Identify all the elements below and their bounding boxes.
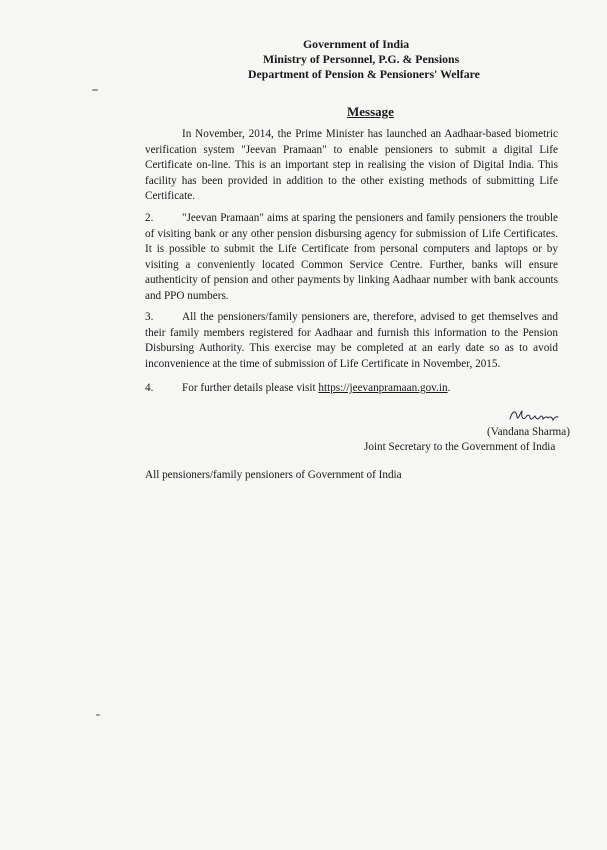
jeevan-pramaan-link[interactable]: https://jeevanpramaan.gov.in [318, 382, 448, 394]
paragraph-3 [145, 310, 558, 372]
paragraph-4 [145, 382, 450, 394]
paragraph-4-end: . [447, 382, 451, 394]
handwritten-signature [508, 405, 560, 427]
paragraph-3-number: 3. [145, 311, 154, 323]
paragraph-1-text: In November, 2014, the Prime Minister has launched an Aadhaar-based biometric verification system "Jeevan Pramaan" to enable pensioners to submit a digital Life Certificate on-line. This is an important step in realising the vision of Digital India. This facility has been provided in addition to the other existing methods of submitting Life Certificate. [145, 128, 558, 203]
scan-speck [96, 714, 100, 716]
paragraph-4-number: 4. [145, 382, 154, 394]
message-title: Message [347, 104, 394, 119]
header-government: Government of India [303, 37, 410, 51]
paragraph-3-text: All the pensioners/family pensioners are, therefore, advised to get themselves and their family members registered for Aadhaar and furnish this information to the Pension Disbursing Authority. This exercise may be completed at an early date so as to avoid inconvenience at the time of submission of Life Certificate in November, 2015. [145, 311, 558, 370]
paragraph-4-text: For further details please visit [182, 382, 319, 394]
scan-speck [92, 89, 98, 91]
paragraph-2 [145, 211, 558, 305]
paragraph-2-number: 2. [145, 212, 154, 224]
paragraph-2-text: "Jeevan Pramaan" aims at sparing the pensioners and family pensioners the trouble of visiting bank or any other pension disbursing agency for submission of Life Certificates. It is possible to submit the Life Certificate from personal computers and laptops or by visiting a conveniently located Common Service Centre. Further, banks will ensure authenticity of pension and other payments by linking Aadhaar number with bank accounts and PPO numbers. [145, 212, 558, 302]
addressee: All pensioners/family pensioners of Government of India [145, 469, 402, 481]
paragraph-1 [145, 127, 558, 205]
header-ministry: Ministry of Personnel, P.G. & Pensions [263, 52, 460, 66]
signatory-designation: Joint Secretary to the Government of India [364, 441, 556, 453]
header-department: Department of Pension & Pensioners' Welfare [248, 67, 480, 81]
signatory-name: (Vandana Sharma) [487, 426, 570, 438]
